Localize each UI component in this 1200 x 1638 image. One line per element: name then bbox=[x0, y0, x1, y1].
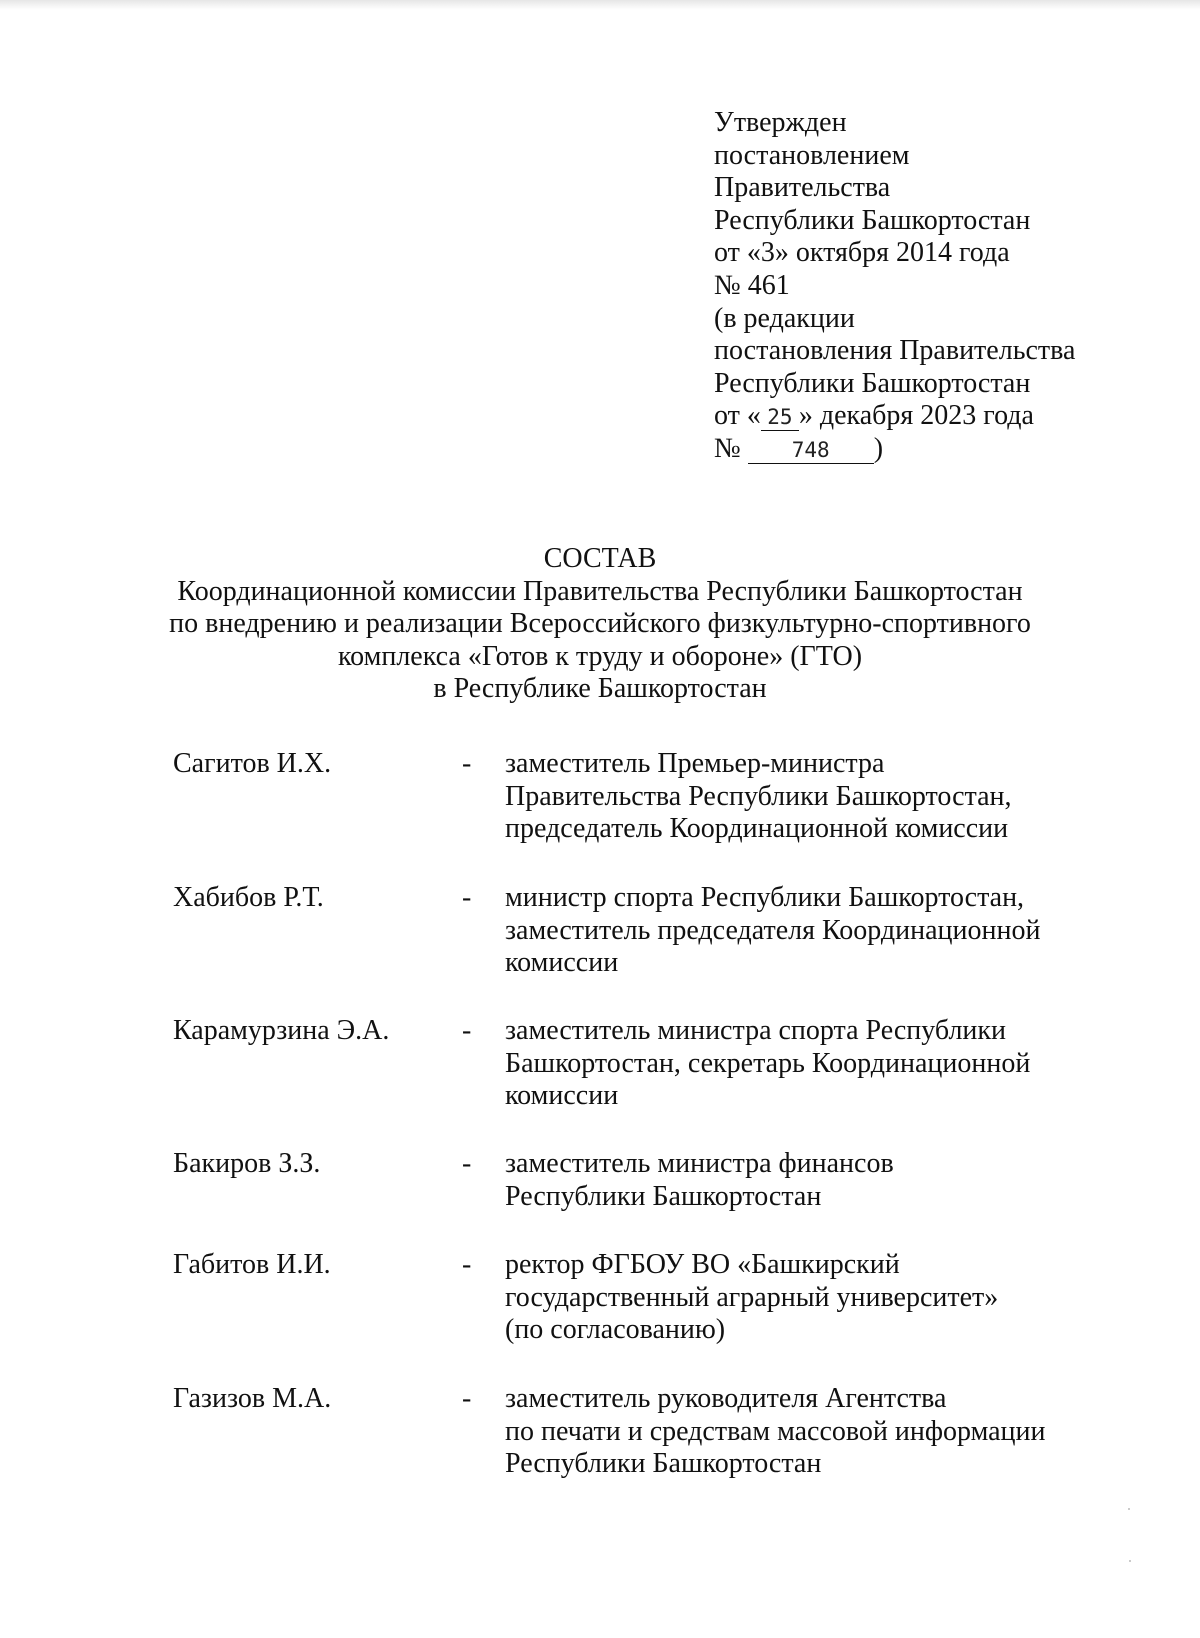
amendment-number-handwritten: 748 bbox=[748, 437, 874, 464]
approval-line: постановлением bbox=[714, 139, 910, 171]
approval-line: постановления Правительства bbox=[714, 335, 1076, 367]
member-dash: - bbox=[462, 882, 472, 913]
amendment-number-suffix: ) bbox=[873, 432, 884, 464]
member-role-line: ректор ФГБОУ ВО «Башкирский bbox=[505, 1249, 900, 1280]
heading-line: в Республике Башкортостан bbox=[433, 673, 767, 705]
amendment-date-suffix: » декабря 2023 года bbox=[798, 400, 1034, 432]
scan-top-edge bbox=[0, 0, 1200, 10]
member-role-line: государственный аграрный университет» bbox=[505, 1281, 999, 1313]
heading-line: комплекса «Готов к труду и обороне» (ГТО) bbox=[337, 640, 863, 672]
member-name: Сагитов И.Х. bbox=[173, 748, 332, 779]
member-role-line: заместитель председателя Координационной bbox=[505, 914, 1041, 946]
member-role bbox=[505, 748, 1125, 846]
approval-line: Республики Башкортостан bbox=[714, 204, 1031, 236]
heading-line: по внедрению и реализации Всероссийского физкультурно-спортивного bbox=[169, 608, 1031, 640]
member-role-line: Правительства Республики Башкортостан, bbox=[505, 780, 1012, 812]
member-role-line: заместитель руководителя Агентства bbox=[505, 1383, 947, 1414]
amendment-date-line bbox=[714, 400, 1134, 433]
member-role-line: комиссии bbox=[505, 947, 619, 979]
member-role-line: Башкортостан, секретарь Координационной bbox=[505, 1047, 1031, 1079]
approval-line: № 461 bbox=[714, 269, 790, 301]
member-role bbox=[505, 882, 1125, 980]
member-dash: - bbox=[462, 748, 472, 779]
member-name: Газизов М.А. bbox=[173, 1383, 332, 1414]
document-heading bbox=[0, 543, 1200, 706]
member-dash: - bbox=[462, 1015, 472, 1046]
member-role bbox=[505, 1383, 1125, 1481]
scan-speck bbox=[1129, 1560, 1131, 1562]
approval-line: (в редакции bbox=[714, 302, 855, 334]
approval-block bbox=[714, 107, 1134, 466]
amendment-number-prefix: № bbox=[714, 432, 748, 464]
member-dash: - bbox=[462, 1148, 472, 1179]
approval-line: Правительства bbox=[714, 172, 891, 204]
amendment-date-prefix: от « bbox=[714, 400, 761, 432]
member-role-line: председатель Координационной комиссии bbox=[505, 813, 1009, 845]
heading-title: СОСТАВ bbox=[543, 543, 657, 574]
member-name: Хабибов Р.Т. bbox=[173, 882, 324, 913]
member-role-line: по печати и средствам массовой информации bbox=[505, 1415, 1046, 1447]
member-role bbox=[505, 1015, 1125, 1113]
member-role-line: заместитель Премьер-министра bbox=[505, 748, 885, 779]
approval-line: Утвержден bbox=[714, 107, 847, 138]
member-dash: - bbox=[462, 1383, 472, 1414]
member-role bbox=[505, 1249, 1125, 1347]
member-role-line: Республики Башкортостан bbox=[505, 1448, 822, 1480]
member-name: Карамурзина Э.А. bbox=[173, 1015, 390, 1046]
member-role-line: министр спорта Республики Башкортостан, bbox=[505, 882, 1025, 913]
member-name: Габитов И.И. bbox=[173, 1249, 331, 1280]
approval-line: Республики Башкортостан bbox=[714, 367, 1031, 399]
amendment-day-handwritten: 25 bbox=[761, 404, 799, 431]
member-role-line: заместитель министра финансов bbox=[505, 1148, 894, 1179]
member-role bbox=[505, 1148, 1125, 1213]
scan-speck bbox=[1128, 1508, 1130, 1510]
member-role-line: комиссии bbox=[505, 1080, 619, 1112]
approval-line: от «3» октября 2014 года bbox=[714, 237, 1010, 269]
member-role-line: заместитель министра спорта Республики bbox=[505, 1015, 1007, 1046]
member-dash: - bbox=[462, 1249, 472, 1280]
member-role-line: (по согласованию) bbox=[505, 1314, 726, 1346]
amendment-number-line bbox=[714, 433, 1134, 466]
member-name: Бакиров З.З. bbox=[173, 1148, 321, 1179]
member-role-line: Республики Башкортостан bbox=[505, 1180, 822, 1212]
heading-line: Координационной комиссии Правительства Республики Башкортостан bbox=[177, 575, 1023, 607]
